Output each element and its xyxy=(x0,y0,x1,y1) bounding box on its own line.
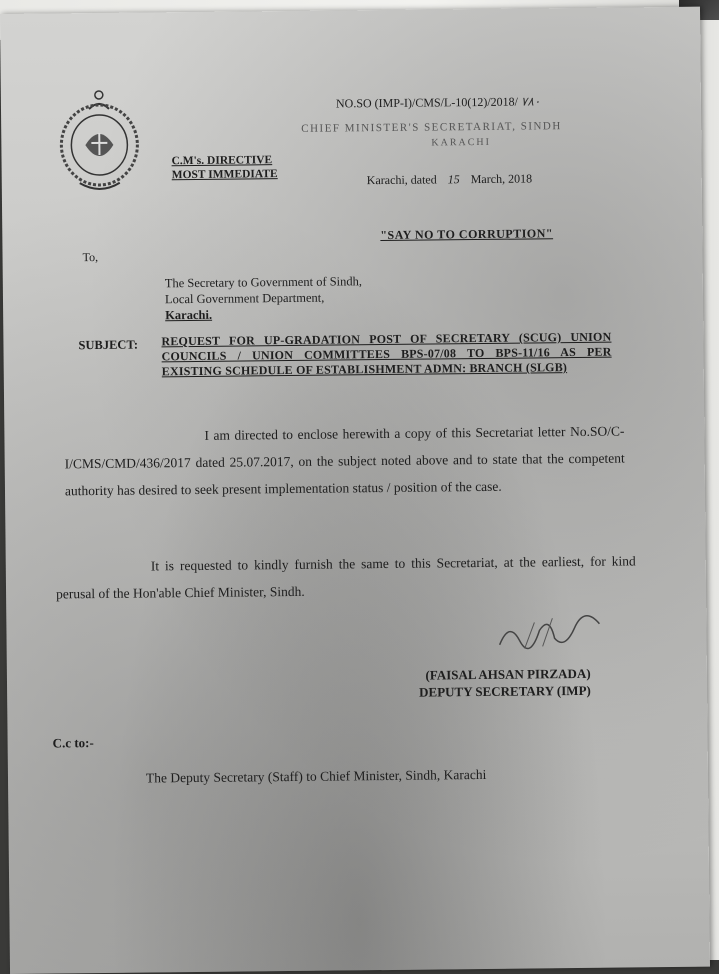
priority-label: MOST IMMEDIATE xyxy=(171,168,278,182)
handwritten-day: 15 xyxy=(447,172,460,187)
addressee-line-2: Local Government Department, xyxy=(164,290,325,307)
subject-label: SUBJECT: xyxy=(78,337,139,353)
body-paragraph-1: I am directed to enclose herewith a copy of this Secretariat letter No.SO/C-I/CMS/CMD/436/2017 dated 25.07.2017, on the subject noted above and to state that the competent authority has desired to seek present implementation status / position of the case. xyxy=(64,423,625,499)
addressee-line-1: The Secretary to Government of Sindh, xyxy=(164,274,363,291)
date-line: Karachi, dated 15 March, 2018 xyxy=(366,171,533,188)
subject-text: REQUEST FOR UP-GRADATION POST OF SECRETARY (SCUG) UNION COUNCILS / UNION COMMITTEES BPS-07/08 TO BPS-11/16 AS PER EXISTING SCHEDULE OF ESTABLISHMENT ADMN: BRANCH (SLGB) xyxy=(161,329,612,379)
reference-number: NO.SO (IMP-I)/CMS/L-10(12)/2018/ ۷۸۰ xyxy=(335,94,541,111)
cc-recipient: The Deputy Secretary (Staff) to Chief Minister, Sindh, Karachi xyxy=(145,766,487,786)
signer-name: (FAISAL AHSAN PIRZADA) xyxy=(425,665,591,683)
addressee-block xyxy=(165,273,363,323)
handwritten-signature xyxy=(494,610,604,655)
anti-corruption-slogan: "SAY NO TO CORRUPTION" xyxy=(380,226,554,243)
sindh-government-emblem-icon xyxy=(51,82,148,198)
handwritten-ref-suffix: ۷۸۰ xyxy=(520,94,541,109)
addressee-city: Karachi. xyxy=(165,307,213,323)
signature-block xyxy=(419,665,591,701)
directive-label: C.M's. DIRECTIVE xyxy=(171,154,273,168)
office-city: KARACHI xyxy=(431,136,491,149)
office-name: CHIEF MINISTER'S SECRETARIAT, SINDH xyxy=(301,120,562,135)
letter-page xyxy=(0,7,710,974)
to-label: To, xyxy=(82,249,99,265)
cc-label: C.c to:- xyxy=(52,735,94,751)
body-paragraph-2: It is requested to kindly furnish the same to this Secretariat, at the earliest, for kind perusal of the Hon'able Chief Minister, Sindh. xyxy=(55,553,636,602)
directive-block xyxy=(171,153,277,182)
signer-title: DEPUTY SECRETARY (IMP) xyxy=(419,682,591,700)
